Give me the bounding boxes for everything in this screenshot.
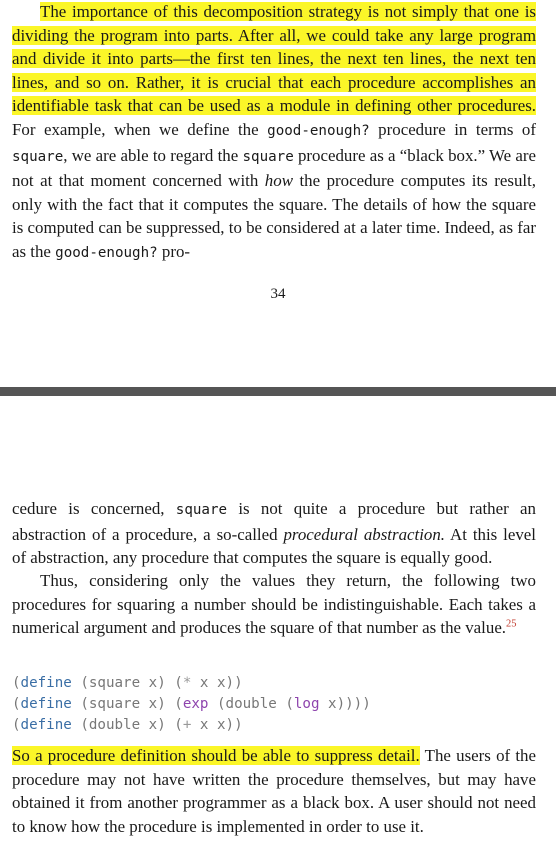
code-keyword: define bbox=[20, 675, 72, 691]
code-paren: ( bbox=[12, 717, 21, 733]
text: cedure is concerned, bbox=[12, 499, 176, 518]
code-line bbox=[12, 715, 371, 736]
emphasis: procedural abstraction. bbox=[283, 524, 446, 544]
code-text: (square x) ( bbox=[71, 696, 183, 712]
code-builtin: log bbox=[293, 696, 320, 712]
code-text: (square x) ( bbox=[71, 675, 183, 691]
inline-code: good-enough? bbox=[55, 244, 158, 261]
paragraph-suppress-detail bbox=[12, 744, 536, 838]
text: procedure as a “black box.” We are not at that moment concerned with bbox=[12, 145, 536, 191]
code-operator: * bbox=[182, 675, 192, 691]
code-paren: ( bbox=[12, 675, 21, 691]
page-divider bbox=[0, 387, 556, 396]
code-paren: ( bbox=[12, 696, 21, 712]
page-number: 34 bbox=[270, 286, 286, 302]
code-keyword: define bbox=[20, 696, 72, 712]
text: pro- bbox=[157, 241, 191, 261]
code-text: x)))) bbox=[319, 696, 371, 712]
inline-code: square bbox=[242, 148, 294, 165]
text: , we are able to regard the bbox=[63, 145, 243, 165]
emphasis: how bbox=[264, 171, 293, 191]
code-line bbox=[12, 694, 371, 715]
code-text: (double ( bbox=[208, 696, 294, 712]
code-text: x x)) bbox=[191, 675, 243, 691]
text: The users of the procedure may not have written the procedure themselves, but may have obtained it from another programmer as a black box. A user should not need to know how the procedure is implemented in order to use it. bbox=[12, 746, 537, 836]
text: For example, when we define the bbox=[12, 119, 268, 139]
inline-code: good-enough? bbox=[267, 122, 370, 139]
code-operator: + bbox=[182, 717, 192, 733]
paragraph-procedural-abstraction bbox=[12, 497, 536, 570]
inline-code: square bbox=[12, 148, 64, 165]
text: Thus, considering only the values they return, the following two procedures for squaring a number should be indistinguishable. Each takes a numerical argument and produces the square of that number as the value. bbox=[12, 571, 536, 638]
text: At this level of abstraction, any procedure that computes the square is equally good. bbox=[12, 524, 536, 568]
text: the procedure computes its result, only with the fact that it computes the square. The details of how the square is computed can be suppressed, to be considered at a later time. Indeed, as far as the bbox=[12, 171, 536, 261]
paragraph-decomposition bbox=[12, 0, 536, 266]
code-block bbox=[12, 673, 371, 736]
footnote-link[interactable]: 25 bbox=[506, 618, 517, 630]
text: procedure in terms of bbox=[369, 119, 536, 139]
inline-code: square bbox=[175, 502, 228, 518]
code-builtin: exp bbox=[182, 696, 209, 712]
text: is not quite a procedure but rather an abstraction of a procedure, a so-called bbox=[12, 499, 536, 544]
code-line bbox=[12, 673, 371, 694]
highlighted-text: So a procedure definition should be able to suppress detail. bbox=[12, 746, 420, 765]
highlighted-text: The importance of this decomposition strategy is not simply that one is dividing the program into parts. After all, we could take any large program and divide it into parts—the first ten lines, the next ten lines, the next ten lines, and so on. Rather, it is crucial that each procedure accomplishes an identifiable task that can be used as a module in defining other procedures. bbox=[12, 2, 536, 116]
code-text: x x)) bbox=[191, 717, 243, 733]
paragraph-indistinguishable bbox=[12, 569, 536, 640]
code-text: (double x) ( bbox=[71, 717, 183, 733]
code-keyword: define bbox=[20, 717, 72, 733]
